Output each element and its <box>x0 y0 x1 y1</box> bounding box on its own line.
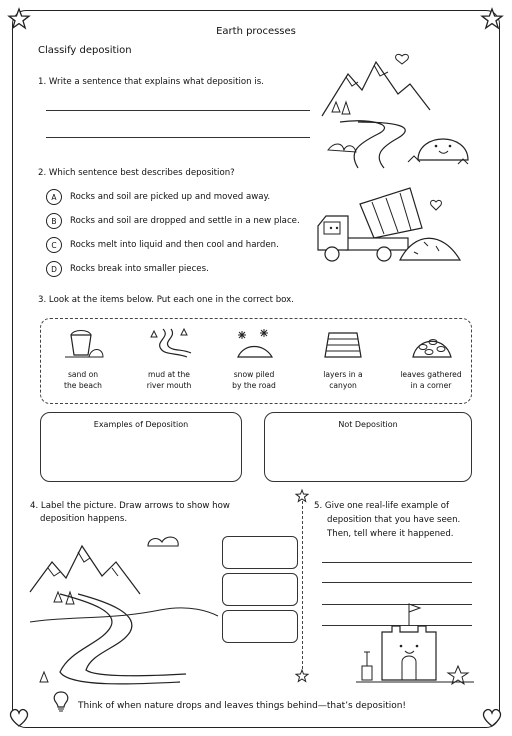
dump-truck-illustration <box>314 184 474 276</box>
item-label-2: by the road <box>232 381 276 390</box>
item-label-1: snow piled <box>233 370 275 379</box>
option-b[interactable] <box>46 213 300 229</box>
star-icon <box>296 490 308 502</box>
answer-line[interactable] <box>322 562 472 563</box>
river-mouth-icon <box>147 327 191 359</box>
section-divider <box>302 496 303 674</box>
answer-line[interactable] <box>46 137 310 138</box>
option-text: Rocks melt into liquid and then cool and harden. <box>70 240 279 250</box>
item-card[interactable] <box>43 327 123 391</box>
option-text: Rocks and soil are dropped and settle in a new place. <box>70 216 300 226</box>
page-title: Earth processes <box>216 26 296 37</box>
not-deposition-box[interactable] <box>264 412 472 482</box>
page-subtitle: Classify deposition <box>38 45 132 56</box>
item-card[interactable] <box>303 327 383 391</box>
question-5-cont: Then, tell where it happened. <box>327 529 454 539</box>
item-label-2: in a corner <box>410 381 452 390</box>
item-label-2: river mouth <box>146 381 192 390</box>
question-1: 1. Write a sentence that explains what deposition is. <box>38 77 264 87</box>
item-label-1: leaves gathered <box>400 370 462 379</box>
box-heading: Examples of Deposition <box>93 420 189 429</box>
item-card[interactable] <box>391 327 471 391</box>
lightbulb-icon <box>52 690 70 712</box>
label-box[interactable] <box>222 536 298 569</box>
mountain-river-illustration <box>318 52 478 170</box>
item-card[interactable] <box>129 327 209 391</box>
question-5: 5. Give one real-life example of <box>314 501 450 511</box>
question-5-cont: deposition that you have seen. <box>327 515 461 525</box>
option-letter: D <box>46 261 62 277</box>
option-d[interactable] <box>46 261 209 277</box>
star-icon <box>296 670 308 682</box>
item-label-1: mud at the <box>148 370 190 379</box>
sand-bucket-icon <box>63 327 103 359</box>
heart-icon <box>8 708 30 728</box>
answer-line[interactable] <box>322 582 472 583</box>
answer-line[interactable] <box>46 110 310 111</box>
question-4-cont: deposition happens. <box>40 514 128 524</box>
item-label-2: the beach <box>63 381 102 390</box>
option-c[interactable] <box>46 237 279 253</box>
option-letter: B <box>46 213 62 229</box>
option-text: Rocks break into smaller pieces. <box>70 264 209 274</box>
tip-text: Think of when nature drops and leaves things behind—that’s deposition! <box>78 701 407 711</box>
option-letter: A <box>46 189 62 205</box>
question-2: 2. Which sentence best describes deposition? <box>38 168 235 178</box>
option-letter: C <box>46 237 62 253</box>
item-label-1: sand on <box>67 370 99 379</box>
heart-icon <box>481 708 503 728</box>
option-text: Rocks and soil are picked up and moved away. <box>70 192 271 202</box>
option-a[interactable] <box>46 189 270 205</box>
question-4: 4. Label the picture. Draw arrows to show how <box>30 501 230 511</box>
item-label-1: layers in a <box>323 370 363 379</box>
canyon-layers-icon <box>321 327 365 359</box>
snow-pile-icon <box>232 327 276 359</box>
question-3: 3. Look at the items below. Put each one in the correct box. <box>38 295 294 305</box>
label-box[interactable] <box>222 573 298 606</box>
leaf-pile-icon <box>409 327 453 359</box>
items-panel <box>40 318 472 404</box>
deposition-box[interactable] <box>40 412 242 482</box>
item-card[interactable] <box>214 327 294 391</box>
box-heading: Not Deposition <box>338 420 398 429</box>
label-box[interactable] <box>222 610 298 643</box>
landscape-illustration <box>30 532 218 690</box>
item-label-2: canyon <box>329 381 357 390</box>
sandcastle-illustration <box>356 596 474 686</box>
